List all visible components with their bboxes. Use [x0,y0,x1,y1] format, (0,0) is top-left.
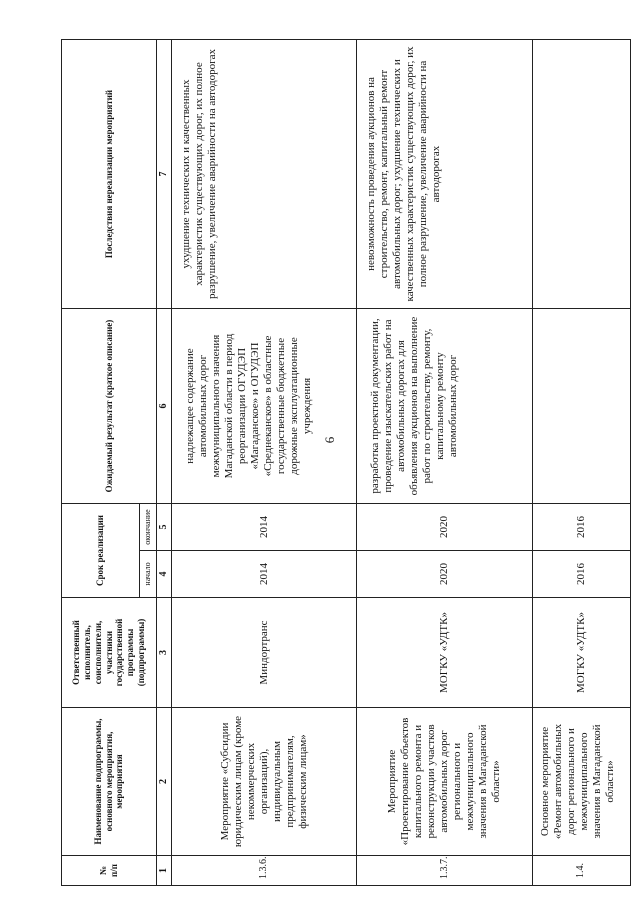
header-consequence: Последствия нереализации мероприятий [62,40,157,309]
row-consequence: невозможность проведения аукционов на строительство, ремонт, капитальный ремонт автомобильных дорог; ухудшение технических и качественных характеристик существующих дорог, их полное разрушение, увеличение аварийности на автодорогах [357,40,532,309]
row-start-year: 2016 [532,551,630,598]
rotated-table-container [61,40,631,886]
row-end-year: 2020 [357,504,532,551]
row-consequence: ухудшение технических и качественных характеристик существующих дорог, их полное разрушение, увеличение аварийности на автодорогах [172,40,357,309]
table-row [532,40,630,886]
header-result: Ожидаемый результат (краткое описание) [62,309,157,504]
header-end: окончание [140,504,157,551]
row-end-year: 2016 [532,504,630,551]
page-number: 6 [322,436,337,444]
row-end-year: 2014 [172,504,357,551]
table-row [172,40,357,886]
row-name: Основное мероприятие «Ремонт автомобильных дорог регионального и межмуниципального значения в Магаданской области» [532,708,630,856]
row-executor: МОГКУ «УДТК» [532,598,630,708]
header-term: Срок реализации [62,504,140,598]
row-name: Мероприятие «Проектирование объектов капитального ремонта и реконструкции участков автомобильных дорог регионального и межмуниципального значения в Магаданской области» [357,708,532,856]
measures-table [61,39,631,886]
row-number: 1.3.7. [357,856,532,886]
row-result: разработка проектной документации, проведение изыскательских работ на автомобильных дорогах для объявления аукционов на выполнение работ по строительству, ремонту, капитальному ремонту автомобильных дорог [357,309,532,504]
row-number: 1.4. [532,856,630,886]
column-number: 3 [157,598,172,708]
row-start-year: 2014 [172,551,357,598]
row-number: 1.3.6. [172,856,357,886]
column-number: 5 [157,504,172,551]
row-result [532,309,630,504]
header-start: начало [140,551,157,598]
row-consequence [532,40,630,309]
table-row [357,40,532,886]
header-number: № п/п [62,856,157,886]
row-start-year: 2020 [357,551,532,598]
header-name: Наименование подпрограммы, основного мероприятия, мероприятия [62,708,157,856]
row-name: Мероприятие «Субсидии юридическим лицам (кроме некоммерческих организаций), индивидуальным предпринимателям, физическим лицам» [172,708,357,856]
row-executor: Миндортранс [172,598,357,708]
column-number: 1 [157,856,172,886]
column-number: 4 [157,551,172,598]
column-number: 7 [157,40,172,309]
row-result: надлежащее содержание автомобильных дорог межмуниципального значения Магаданской области в период реорганизации ОГУДЭП «Магаданское» и ОГУДЭП «Среднеканское» в областные государственные бюджетные дорожные эксплуатационные учреждения [172,309,357,504]
row-executor: МОГКУ «УДТК» [357,598,532,708]
column-number: 6 [157,309,172,504]
header-executor: Ответственный исполнитель, соисполнители, участники государственной программы (подпрограммы) [62,598,157,708]
column-number: 2 [157,708,172,856]
